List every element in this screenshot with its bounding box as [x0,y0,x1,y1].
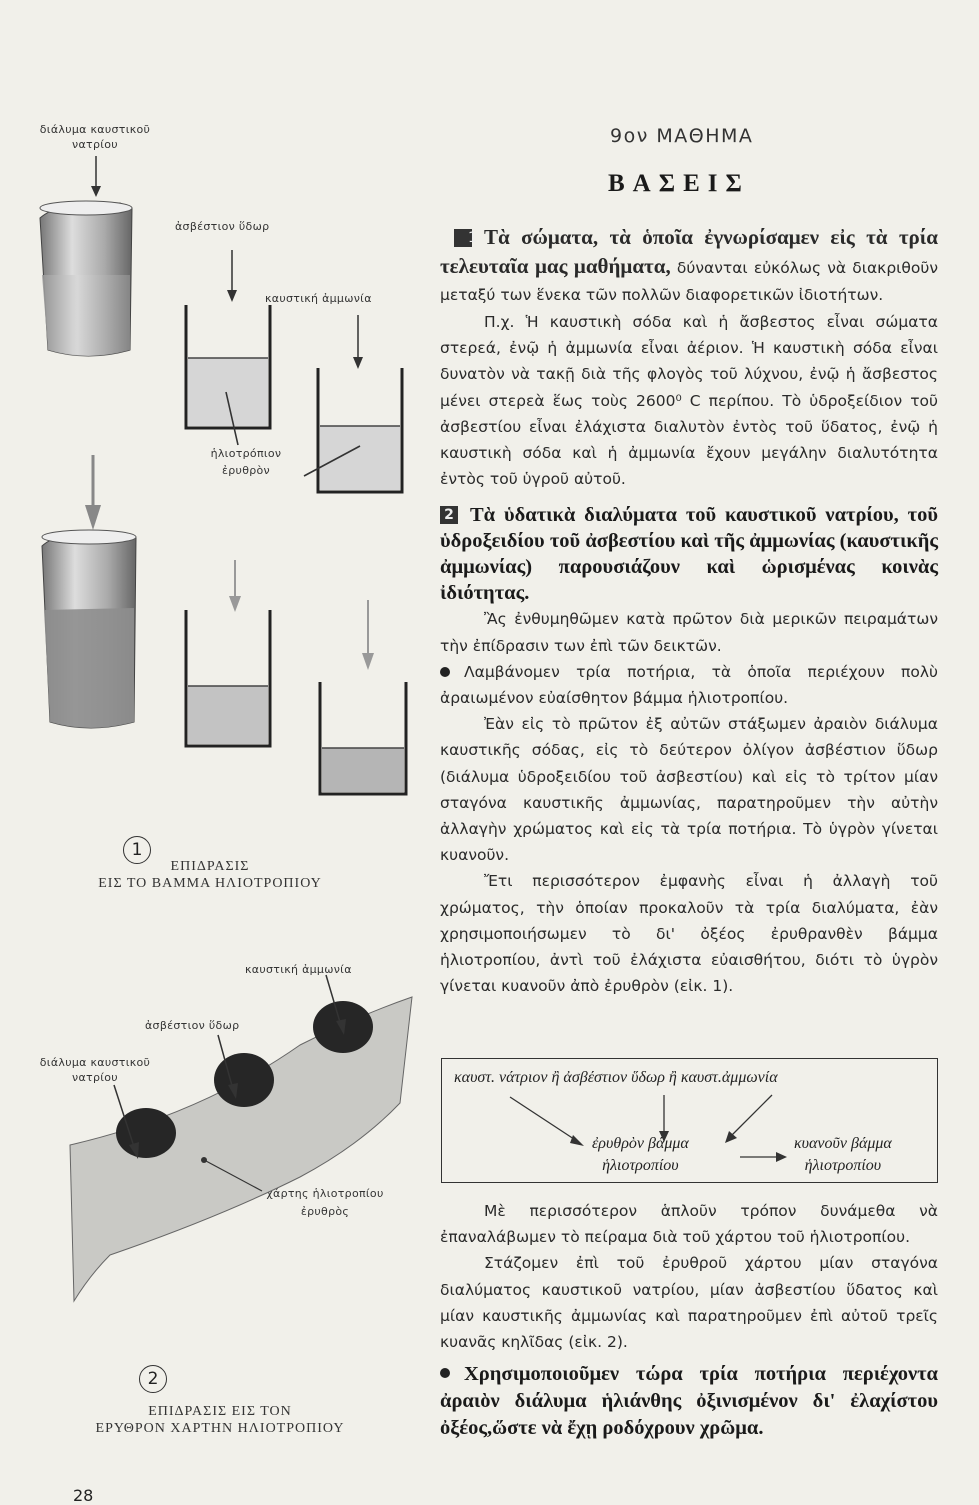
section-1-lead: Τὰ σώματα, τὰ ὁποῖα ἐγνωρίσαμεν εἰς τὰ τρία τελευταῖα μας μαθήματα, [440,225,938,278]
fig2-label-lime: ἀσβέστιον ὕδωρ [145,1019,240,1032]
section-2-intro: Ἂς ἐνθυμηθῶμεν κατὰ πρῶτον διὰ μερικῶν πειραμάτων τὴν ἐπίδρασιν των ἐπὶ τῶν δεικτῶν. [440,610,938,655]
fig1-label-ammonia: καυστική ἀμμωνία [265,292,372,305]
section-2-red-litmus: Ἔτι περισσότερον ἐμφανὴς εἶναι ἡ ἀλλαγὴ τοῦ χρώματος, τὴν ὁποίαν προκαλοῦν τὰ τρία διαλύματα, ἐὰν χρησιμοποιήσωμεν τὸ δι' ὀξέος ἐρυθρανθὲν βάμμα ἡλιοτροπίου, ἀντὶ τοῦ ἐλάχιστα εὐαισθήτου, διότι τὸ ὑγρὸν γίνεται κυανοῦν ἀπὸ ἐρυθρὸν (εἰκ. 1). [440,872,938,996]
fig1-drawing [0,100,420,800]
section-1-paragraph [440,224,938,309]
beaker-icon [40,201,132,356]
litmus-paper-experiment: Στάζομεν ἐπὶ τοῦ ἐρυθροῦ χάρτου μίαν σταγόνα διαλύματος καυστικοῦ νατρίου, μίαν ἀσβεστίου ὕδατος καὶ μίαν καυστικῆς ἀμμωνίας καὶ παρατηροῦμεν ἐπὶ αὐτοῦ τρεῖς κυανᾶς κηλῖδας (εἰκ. 2). [440,1254,938,1352]
figure-1 [0,100,420,900]
text-column-bottom [440,1198,938,1442]
beaker-icon [42,530,136,728]
figure-2 [0,955,420,1445]
reaction-scheme [441,1058,938,1183]
bullet-icon [440,1368,450,1378]
figure-2-caption: ΕΠΙΔΡΑΣΙΣ ΕΙΣ ΤΟΝ ΕΡΥΘΡΟΝ ΧΑΡΤΗΝ ΗΛΙΟΤΡΟΠΙΟΥ [95,1404,345,1436]
figure-1-caption: ΕΠΙΔΡΑΣΙΣ ΕΙΣ ΤΟ ΒΑΜΜΑ ΗΛΙΟΤΡΟΠΙΟΥ [98,859,322,891]
glass-icon [304,368,402,492]
fig1-label-litmus: ἡλιοτρόπιον ἐρυθρὸν [210,447,282,477]
fig1-label-lime: ἀσβέστιον ὕδωρ [175,220,270,233]
scheme-top: καυστ. νάτριον ἢ ἀσβέστιον ὕδωρ ἢ καυστ.ἀμμωνία [454,1069,778,1086]
page-number: 28 [73,1486,94,1505]
section-1-number: 1 [454,229,472,247]
glass-icon [186,305,270,445]
section-2-number: 2 [440,506,458,524]
fig1-label-naoh: διάλυμα καυστικοῦ νατρίου [39,123,151,151]
section-2-experiment: Λαμβάνομεν τρία ποτήρια, τὰ ὁποῖα περιέχουν πολὺ ἀραιωμένον εὐαίσθητον βάμμα ἡλιοτροπίου. [440,662,938,708]
fig2-label-ammonia: καυστική ἀμμωνία [245,963,352,976]
scheme-red-litmus: ἐρυθρὸν βάμμα ἡλιοτροπίου [592,1135,689,1174]
litmus-paper-intro: Μὲ περισσότερον ἁπλοῦν τρόπον δυνάμεθα νὰ ἐπαναλάβωμεν τὸ πείραμα διὰ τοῦ χάρτου τοῦ ἡλιοτροπίου. [440,1202,938,1247]
fig2-label-paper: χάρτης ἡλιοτροπίου ἐρυθρὸς [266,1187,384,1218]
fig2-label-naoh: διάλυμα καυστικοῦ νατρίου [39,1056,151,1084]
page-title: ΒΑΣΕΙΣ [608,170,750,197]
glass-icon [186,610,270,746]
glass-icon [320,682,406,794]
lesson-label: 9ον ΜΑΘΗΜΑ [610,125,754,147]
figure-1-number: 1 [123,836,151,864]
litmus-paper-drawing [0,955,420,1375]
section-2-observation: Ἐὰν εἰς τὸ πρῶτον ἐξ αὐτῶν στάξωμεν ἀραιὸν διάλυμα καυστικῆς σόδας, εἰς τὸ δεύτερον ὀλίγον ἀσβέστιον ὕδωρ (διάλυμα ὑδροξειδίου τοῦ ἀσβεστίου) καὶ εἰς τὸ τρίτον μίαν σταγόνα καυστικῆς ἀμμωνίας, παρατηροῦμεν τὴν αὐτὴν ἀλλαγὴν χρώματος καὶ εἰς τὰ τρία ποτήρια. Τὸ ὑγρὸν γίνεται κυανοῦν. [440,715,938,865]
bullet-icon [440,667,450,677]
figure-2-number: 2 [139,1365,167,1393]
section-1-example: Π.χ. Ἡ καυστικὴ σόδα καὶ ἡ ἄσβεστος εἶναι σώματα στερεά, ἐνῷ ἡ ἀμμωνία εἶναι ἀέριον. Ἡ καυστικὴ σόδα εἶναι δυνατὸν νὰ τακῇ διὰ τῆς φλογὸς τοῦ λύχνου, ἐνῷ ἡ ἄσβεστος μένει στερεὰ ἕως τοὺς 2600⁰ C περίπου. Τὸ ὑδροξείδιον τοῦ ἀσβεστίου εἶναι ἐλάχιστα διαλυτὸν ἐντὸς τοῦ ὕδατος, ἐνῷ ἡ καυστικὴ σόδα καὶ ἡ ἀμμωνία ἔχουν μεγάλην διαλυτότητα ἐντὸς τοῦ ὑγροῦ αὐτοῦ. [440,313,938,489]
scheme-blue-litmus: κυανοῦν βάμμα ἡλιοτροπίου [794,1135,892,1174]
blue-spot-icon [214,1053,274,1107]
section-2-heading: 2 Τὰ ὑδατικὰ διαλύματα τοῦ καυστικοῦ νατρίου, τοῦ ὑδροξειδίου τοῦ ἀσβεστίου καὶ τῆς ἀμμωνίας (καυστικῆς ἀμμωνίας) παρουσιάζουν καὶ ὡρισμένας κοινὰς ἰδιότητας. [440,504,938,605]
blue-spot-icon [116,1108,176,1158]
text-column-top [440,224,938,999]
section-1-rest: δύνανται εὐκόλως νὰ διακριθοῦν μεταξύ των ἕνεκα τῶν πολλῶν διαφορετικῶν ἰδιοτήτων. [440,259,938,304]
methyl-orange-experiment: Χρησιμοποιοῦμεν τώρα τρία ποτήρια περιέχοντα ἀραιὸν διάλυμα ἡλιάνθης ὀξινισμένον δι' ἐλαχίστου ὀξέος,ὥστε νὰ ἔχῃ ροδόχρουν χρῶμα. [440,1363,938,1440]
